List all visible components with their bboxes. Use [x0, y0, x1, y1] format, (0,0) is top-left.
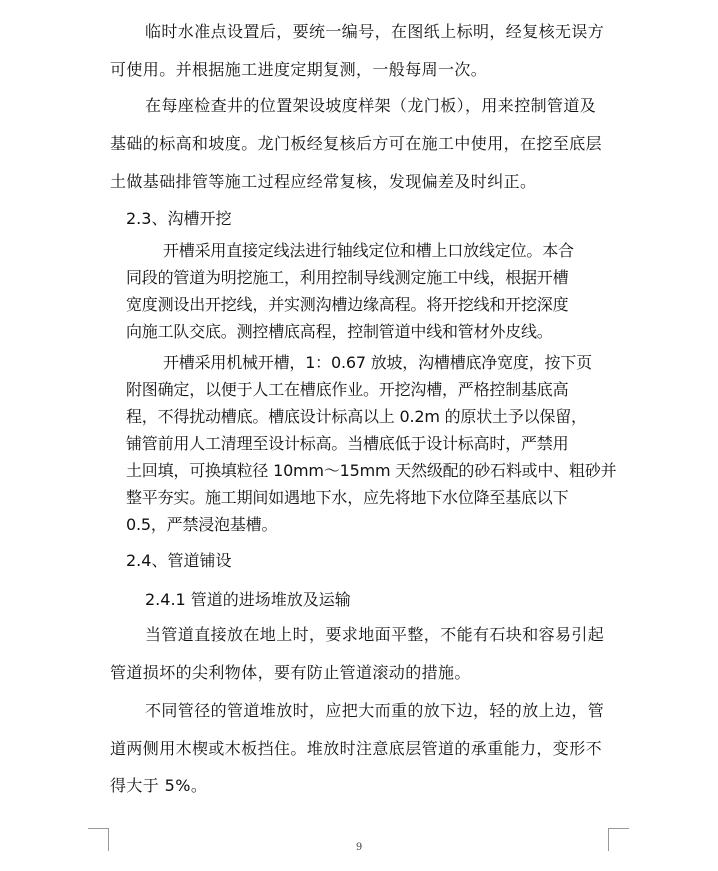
text-line: 0.5，严禁浸泡基槽。 — [126, 515, 278, 534]
text-line: 得大于 5%。 — [110, 776, 208, 795]
text-line: 土做基础排管等施工过程应经常复核，发现偏差及时纠正。 — [110, 172, 537, 191]
text-line: 宽度测设出开挖线，并实测沟槽边缘高程。将开挖线和开挖深度 — [126, 295, 569, 314]
text-line: 向施工队交底。测控槽底高程，控制管道中线和管材外皮线。 — [126, 322, 553, 341]
text-line: 不同管径的管道堆放时，应把大而重的放下边，轻的放上边，管 — [145, 701, 605, 720]
text-line: 道两侧用木楔或木板挡住。堆放时注意底层管道的承重能力，变形不 — [110, 739, 603, 758]
subsection-heading-2-4-1: 2.4.1 管道的进场堆放及运输 — [145, 590, 351, 609]
text-line: 可使用。并根据施工进度定期复测，一般每周一次。 — [110, 60, 488, 79]
text-line: 整平夯实。施工期间如遇地下水，应先将地下水位降至基底以下 — [126, 488, 569, 507]
text-line: 铺管前用人工清理至设计标高。当槽底低于设计标高时，严禁用 — [126, 434, 569, 453]
section-heading-2-3: 2.3、沟槽开挖 — [126, 209, 232, 228]
text-line: 临时水准点设置后，要统一编号，在图纸上标明，经复核无误方 — [145, 22, 605, 41]
text-line: 程，不得扰动槽底。槽底设计标高以上 0.2m 的原状土予以保留， — [126, 407, 587, 426]
text-line: 在每座检查井的位置架设坡度样架（龙门板），用来控制管道及 — [145, 96, 597, 115]
text-line: 基础的标高和坡度。龙门板经复核后方可在施工中使用，在挖至底层 — [110, 134, 603, 153]
text-line: 管道损坏的尖利物体，要有防止管道滚动的措施。 — [110, 663, 471, 682]
text-line: 当管道直接放在地上时，要求地面平整，不能有石块和容易引起 — [145, 625, 605, 644]
page-number: 9 — [355, 842, 363, 853]
text-line: 附图确定，以便于人工在槽底作业。开挖沟槽，严格控制基底高 — [126, 380, 569, 399]
section-heading-2-4: 2.4、管道铺设 — [126, 551, 232, 570]
text-line: 开槽采用机械开槽，1：0.67 放坡，沟槽槽底净宽度，按下页 — [163, 353, 592, 372]
text-line: 土回填，可换填粒径 10mm～15mm 天然级配的砂石料或中、粗砂并 — [126, 461, 617, 480]
text-line: 同段的管道为明挖施工，利用控制导线测定施工中线，根据开槽 — [126, 268, 569, 287]
text-line: 开槽采用直接定线法进行轴线定位和槽上口放线定位。本合 — [163, 241, 574, 260]
